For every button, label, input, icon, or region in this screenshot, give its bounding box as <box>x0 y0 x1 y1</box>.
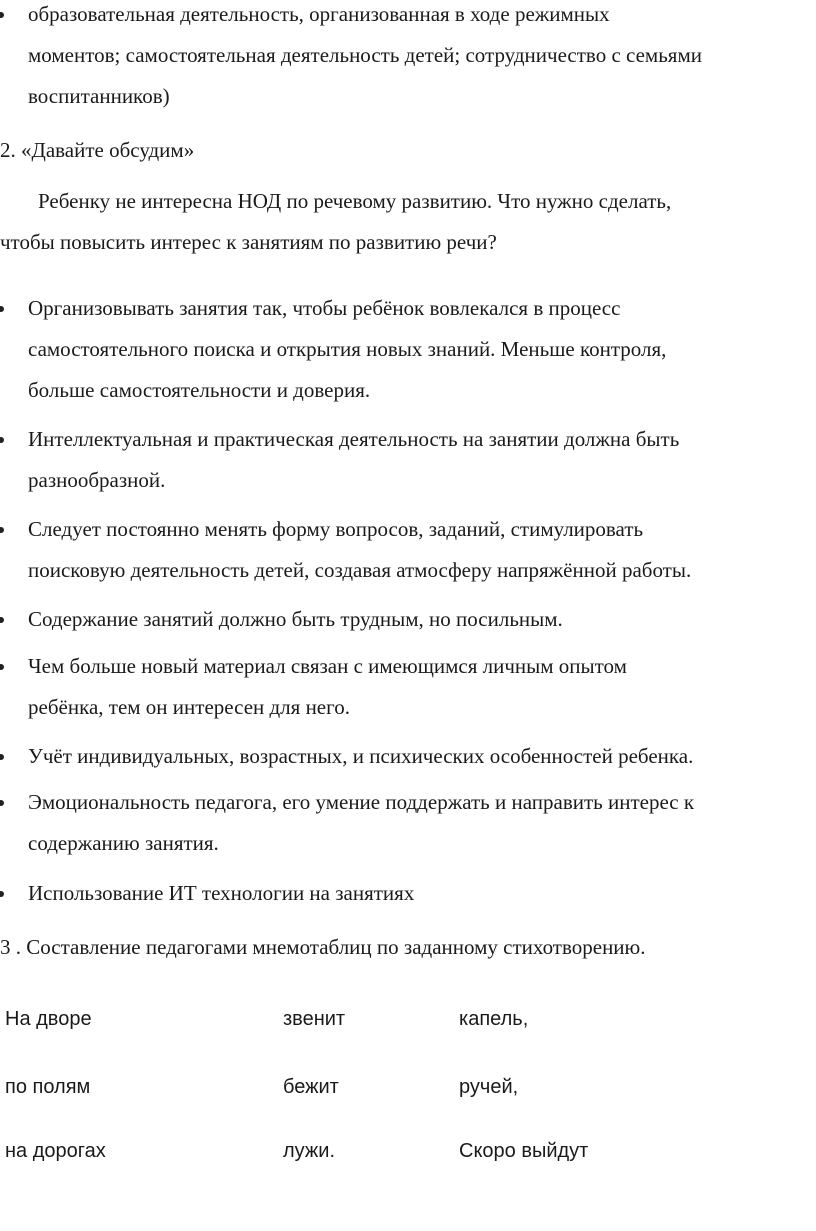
answer-4-line-1: Содержание занятий должно быть трудным, но посильным. <box>28 607 563 631</box>
bullet-icon <box>0 527 4 533</box>
intro-line-1: образовательная деятельность, организованная в ходе режимных <box>28 2 610 26</box>
poem-row-1-col-3: капель, <box>459 1008 529 1030</box>
poem-row-1-col-1: На дворе <box>5 1008 92 1030</box>
answer-1-line-2: самостоятельного поиска и открытия новых знаний. Меньше контроля, <box>28 337 667 361</box>
bullet-icon <box>0 617 4 623</box>
answer-7-line-2: содержанию занятия. <box>28 831 219 855</box>
answer-2-line-1: Интеллектуальная и практическая деятельность на занятии должна быть <box>28 427 680 451</box>
poem-row-3-col-3: Скоро выйдут <box>459 1140 589 1162</box>
answer-6-line-1: Учёт индивидуальных, возрастных, и психических особенностей ребенка. <box>28 744 694 768</box>
bullet-icon <box>0 437 4 443</box>
bullet-icon <box>0 664 4 670</box>
answer-5-line-2: ребёнка, тем он интересен для него. <box>28 695 350 719</box>
answer-3-line-2: поисковую деятельность детей, создавая атмосферу напряжённой работы. <box>28 558 692 582</box>
poem-row-3-col-2: лужи. <box>283 1140 336 1162</box>
poem-row-3-col-1: на дорогах <box>5 1140 106 1162</box>
answer-2-line-2: разнообразной. <box>28 468 166 492</box>
poem-row-2-col-3: ручей, <box>459 1076 519 1098</box>
bullet-icon <box>0 891 4 897</box>
answer-1-line-1: Организовывать занятия так, чтобы ребёнок вовлекался в процесс <box>28 296 621 320</box>
poem-row-1-col-2: звенит <box>283 1008 346 1030</box>
bullet-icon <box>0 12 4 18</box>
bullet-icon <box>0 306 4 312</box>
question-line-1: Ребенку не интересна НОД по речевому развитию. Что нужно сделать, <box>38 189 672 213</box>
answer-7-line-1: Эмоциональность педагога, его умение поддержать и направить интерес к <box>28 790 695 814</box>
poem-row-2-col-2: бежит <box>283 1076 339 1098</box>
answer-3-line-1: Следует постоянно менять форму вопросов, заданий, стимулировать <box>28 517 644 541</box>
section-3-heading: 3 . Составление педагогами мнемотаблиц по заданному стихотворению. <box>0 935 646 959</box>
intro-line-2: моментов; самостоятельная деятельность детей; сотрудничество с семьями <box>28 43 702 67</box>
bullet-icon <box>0 800 4 806</box>
section-2-heading: 2. «Давайте обсудим» <box>0 138 195 162</box>
question-line-2: чтобы повысить интерес к занятиям по развитию речи? <box>0 230 497 254</box>
bullet-icon <box>0 754 4 760</box>
poem-row-2-col-1: по полям <box>5 1076 91 1098</box>
answer-8-line-1: Использование ИТ технологии на занятиях <box>28 881 415 905</box>
intro-line-3: воспитанников) <box>28 84 170 108</box>
answer-1-line-3: больше самостоятельности и доверия. <box>28 378 371 402</box>
answer-5-line-1: Чем больше новый материал связан с имеющимся личным опытом <box>28 654 627 678</box>
